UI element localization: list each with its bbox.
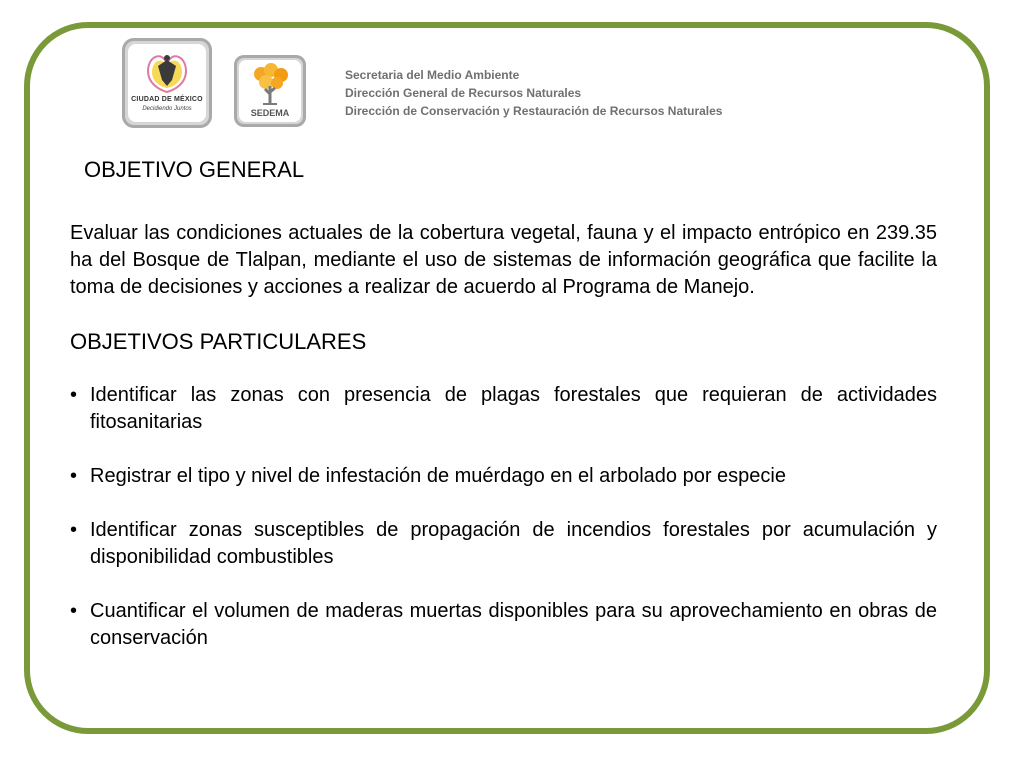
cdmx-logo-text: CIUDAD DE MÉXICO [131,96,203,103]
sedema-logo-text: SEDEMA [250,108,290,118]
list-item-text: Identificar las zonas con presencia de plagas forestales que requieran de actividades fitosanitarias [90,384,937,433]
tree-icon [239,62,301,108]
cdmx-logo [122,38,212,128]
list-item [70,463,937,490]
list-item [70,517,937,571]
list-item [70,382,937,436]
cdmx-logo-inner [128,44,206,122]
list-item-text: Identificar zonas susceptibles de propagación de incendios forestales por acumulación y disponibilidad combustibles [90,519,937,568]
bullet-icon: • [70,519,78,541]
body-content [70,220,937,679]
list-item-text: Cuantificar el volumen de maderas muertas disponibles para su aprovechamiento en obras de conservación [90,600,937,649]
header-line-2: Dirección General de Recursos Naturales [345,86,582,100]
angel-emblem-icon [128,46,206,96]
cdmx-logo-tagline: Decidiendo Juntos [142,106,192,112]
sedema-logo-inner [239,60,301,122]
list-item-text: Registrar el tipo y nivel de infestación de muérdago en el arbolado por especie [90,465,786,487]
objetivo-general-title: OBJETIVO GENERAL [84,157,305,182]
objetivo-general-text: Evaluar las condiciones actuales de la cobertura vegetal, fauna y el impacto entrópico en 239.35 ha del Bosque de Tlalpan, mediante el uso de sistemas de información geográfica que facilite la toma de decisiones y acciones a realizar de acuerdo al Programa de Manejo. [70,222,937,298]
header-line-1: Secretaria del Medio Ambiente [345,68,520,82]
sedema-logo [234,55,306,127]
header-block [345,66,722,120]
bullet-icon: • [70,465,78,487]
bullet-icon: • [70,384,78,406]
bullet-icon: • [70,600,78,622]
objetivos-list [70,382,937,652]
list-item [70,598,937,652]
objetivos-particulares-title: OBJETIVOS PARTICULARES [70,329,367,354]
header-line-3: Dirección de Conservación y Restauración de Recursos Naturales [345,104,723,118]
